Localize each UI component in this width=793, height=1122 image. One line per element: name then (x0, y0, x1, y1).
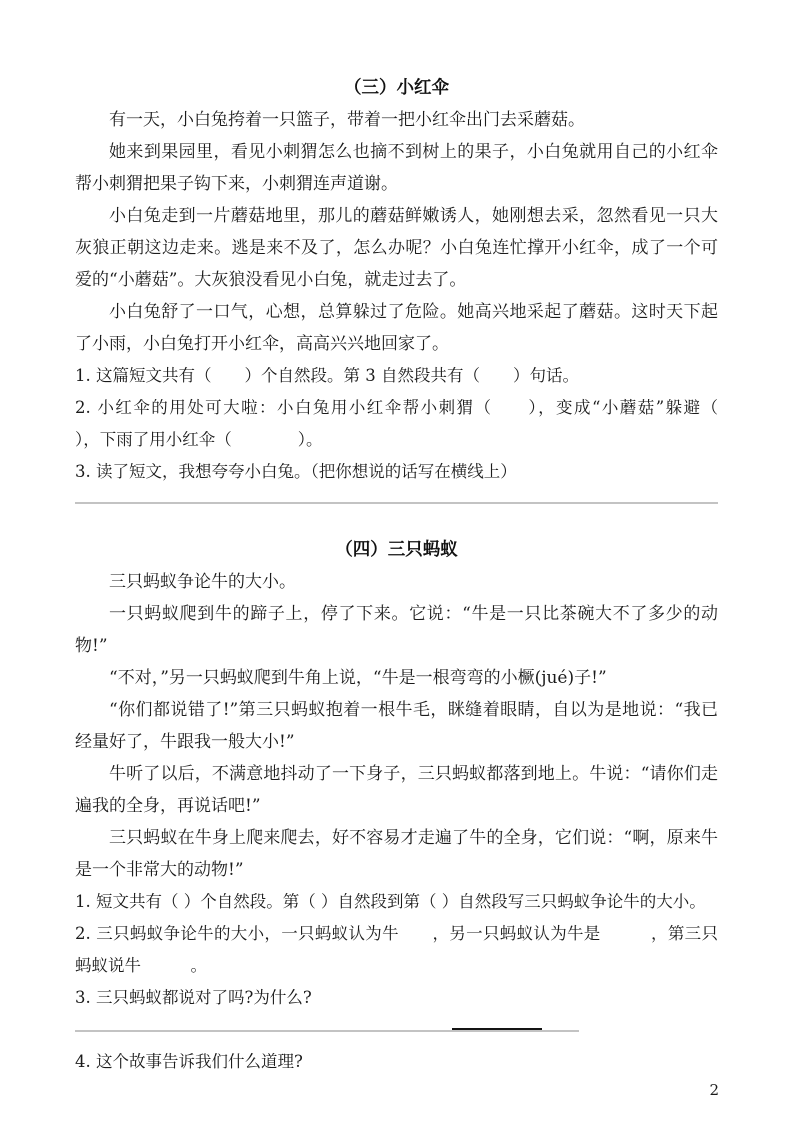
answer-blank-dark-segment (452, 1028, 542, 1030)
section-four-paragraph-1: 三只蚂蚁争论牛的大小。 (109, 572, 296, 592)
section-four-paragraph-6: 三只蚂蚁在牛身上爬来爬去，好不容易才走遍了牛的全身，它们说：“啊，原来牛是一个非常大的动物!” (75, 828, 718, 880)
section-divider-line (75, 502, 718, 504)
section-three-paragraph-2: 她来到果园里，看见小刺猬怎么也摘不到树上的果子，小白兔就用自己的小红伞帮小刺猬把果子钩下来，小刺猬连声道谢。 (75, 142, 718, 194)
section-three-title: （三）小红伞 (344, 78, 449, 98)
section-four-question-3: 3. 三只蚂蚁都说对了吗?为什么? (75, 988, 312, 1007)
section-four-question-1: 1. 短文共有（ ）个自然段。第（ ）自然段到第（ ）自然段写三只蚂蚁争论牛的大小。 (75, 892, 706, 911)
section-four-paragraph-3: “不对，”另一只蚂蚁爬到牛角上说，“牛是一根弯弯的小橛(jué)子!” (109, 668, 607, 688)
section-three-paragraph-4: 小白兔舒了一口气，心想，总算躲过了危险。她高兴地采起了蘑菇。这时天下起了小雨，小白兔打开小红伞，高高兴兴地回家了。 (75, 302, 718, 354)
section-four-paragraph-5: 牛听了以后，不满意地抖动了一下身子，三只蚂蚁都落到地上。牛说：“请你们走遍我的全身，再说话吧!” (75, 764, 718, 816)
section-three-question-2: 2. 小红伞的用处可大啦：小白兔用小红伞帮小刺猬（ ），变成“小蘑菇”躲避（ ），下雨了用小红伞（ ）。 (75, 398, 768, 449)
page-number: 2 (709, 1081, 719, 1099)
section-four-question-4: 4. 这个故事告诉我们什么道理? (75, 1052, 303, 1071)
section-four-question-2: 2. 三只蚂蚁争论牛的大小，一只蚂蚁认为牛 ，另一只蚂蚁认为牛是 ，第三只蚂蚁说牛 。 (75, 924, 718, 975)
section-four-paragraph-2: 一只蚂蚁爬到牛的蹄子上，停了下来。它说：“牛是一只比茶碗大不了多少的动物!” (75, 604, 718, 656)
worksheet-content (75, 72, 768, 1078)
section-three-question-1: 1. 这篇短文共有（ ）个自然段。第 3 自然段共有（ ）句话。 (75, 366, 579, 385)
section-four-paragraph-4: “你们都说错了!”第三只蚂蚁抱着一根牛毛，眯缝着眼睛，自以为是地说：“我已经量好了，牛跟我一般大小!” (75, 700, 718, 752)
section-three-paragraph-3: 小白兔走到一片蘑菇地里，那儿的蘑菇鲜嫩诱人，她刚想去采，忽然看见一只大灰狼正朝这边走来。逃是来不及了，怎么办呢？小白兔连忙撑开小红伞，成了一个可爱的“小蘑菇”。大灰狼没看见小白兔，就走过去了。 (75, 206, 718, 290)
section-four-title: （四）三只蚂蚁 (335, 540, 458, 560)
answer-blank-line (75, 1030, 579, 1032)
section-three-question-3: 3. 读了短文，我想夸夸小白兔。（把你想说的话写在横线上） (75, 462, 517, 481)
section-three-paragraph-1: 有一天，小白兔挎着一只篮子，带着一把小红伞出门去采蘑菇。 (109, 110, 585, 130)
